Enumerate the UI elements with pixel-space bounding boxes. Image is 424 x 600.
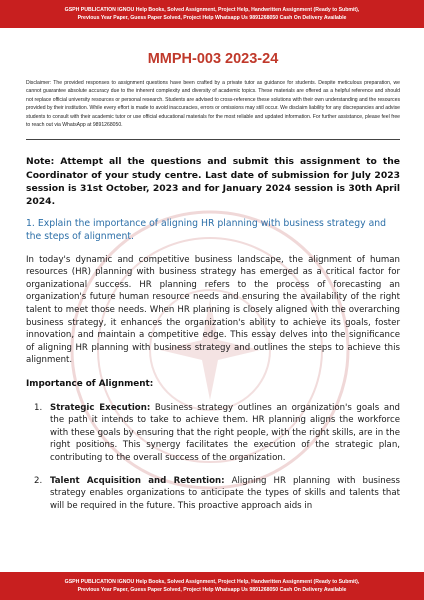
top-banner-line-1: GSPH PUBLICATION IGNOU Help Books, Solved Assignment, Project Help, Handwritten Assignment (Ready to Submit), (64, 7, 360, 13)
list-item-term: Strategic Execution: (50, 402, 151, 413)
bottom-banner (0, 572, 424, 600)
list-item (26, 475, 400, 513)
top-banner-line-2: Previous Year Paper, Guess Paper Solved, Project Help Whatsapp Us 9891268050 Cash On Delivery Available (77, 15, 347, 21)
importance-list (26, 402, 400, 513)
list-item-text: Business strategy outlines an organization's goals and the path it intends to take to achieve them. HR planning aligns the workforce with these goals by ensuring that the right people, with the right skills, are in the right positions. This synergy facilitates the execution of the strategic plan, contributing to the overall success of the organization. (50, 402, 401, 463)
list-item-number: 2. (34, 475, 43, 486)
document-title: MMPH-003 2023-24 (147, 51, 279, 67)
importance-heading: Importance of Alignment: (26, 379, 154, 389)
question-heading: 1. Explain the importance of aligning HR planning with business strategy and the steps of alignment. (26, 218, 387, 243)
disclaimer-text: Disclaimer: The provided responses to assignment questions have been crafted by a private tutor as guidance for students. Despite meticulous preparation, we cannot guarantee absolute accuracy due to the inherent complexity and diversity of academic topics. These materials are offered as a helpful reference and should not replace official university resources or personal research. Students are advised to cross-reference these solutions with their own understanding and the resources provided by their institution. While every effort is made to avoid inaccuracies, errors or omissions may still occur. We disclaim liability for any discrepancies and advise students to consult with their academic tutor or use official educational materials for the most reliable and updated information. For further assistance, please feel free to reach out via WhatsApp at 9891268050. (26, 80, 400, 129)
submission-note: Note: Attempt all the questions and submit this assignment to the Coordinator of your study centre. Last date of submission for July 2023 session is 31st October, 2023 and for January 2024 session is 30th April 2024. (26, 156, 400, 208)
bottom-banner-line-2: Previous Year Paper, Guess Paper Solved, Project Help Whatsapp Us 9891268050 Cash On Delivery Available (77, 587, 347, 593)
intro-paragraph: In today's dynamic and competitive business landscape, the alignment of human resources (HR) planning with business strategy has emerged as a critical factor for organizational success. HR planning refers to the process of forecasting an organization's future human resource needs and ensuring the availability of the right talent to meet those needs. When HR planning is closely aligned with the overarching business strategy, it enhances the organization's ability to achieve its goals, foster innovation, and maintain a competitive edge. This essay delves into the significance of aligning HR planning with business strategy and outlines the steps to achieve this alignment. (26, 254, 400, 366)
page-content (26, 28, 400, 522)
bottom-banner-line-1: GSPH PUBLICATION IGNOU Help Books, Solved Assignment, Project Help, Handwritten Assignment (Ready to Submit), (64, 579, 360, 585)
list-item-text: Aligning HR planning with business strategy enables organizations to anticipate the types of skills and talents that will be required in the future. This proactive approach aids in (50, 475, 400, 511)
section-divider (26, 139, 400, 140)
list-item-number: 1. (34, 402, 43, 413)
top-banner (0, 0, 424, 28)
list-item-term: Talent Acquisition and Retention: (50, 475, 225, 486)
list-item (26, 402, 400, 465)
